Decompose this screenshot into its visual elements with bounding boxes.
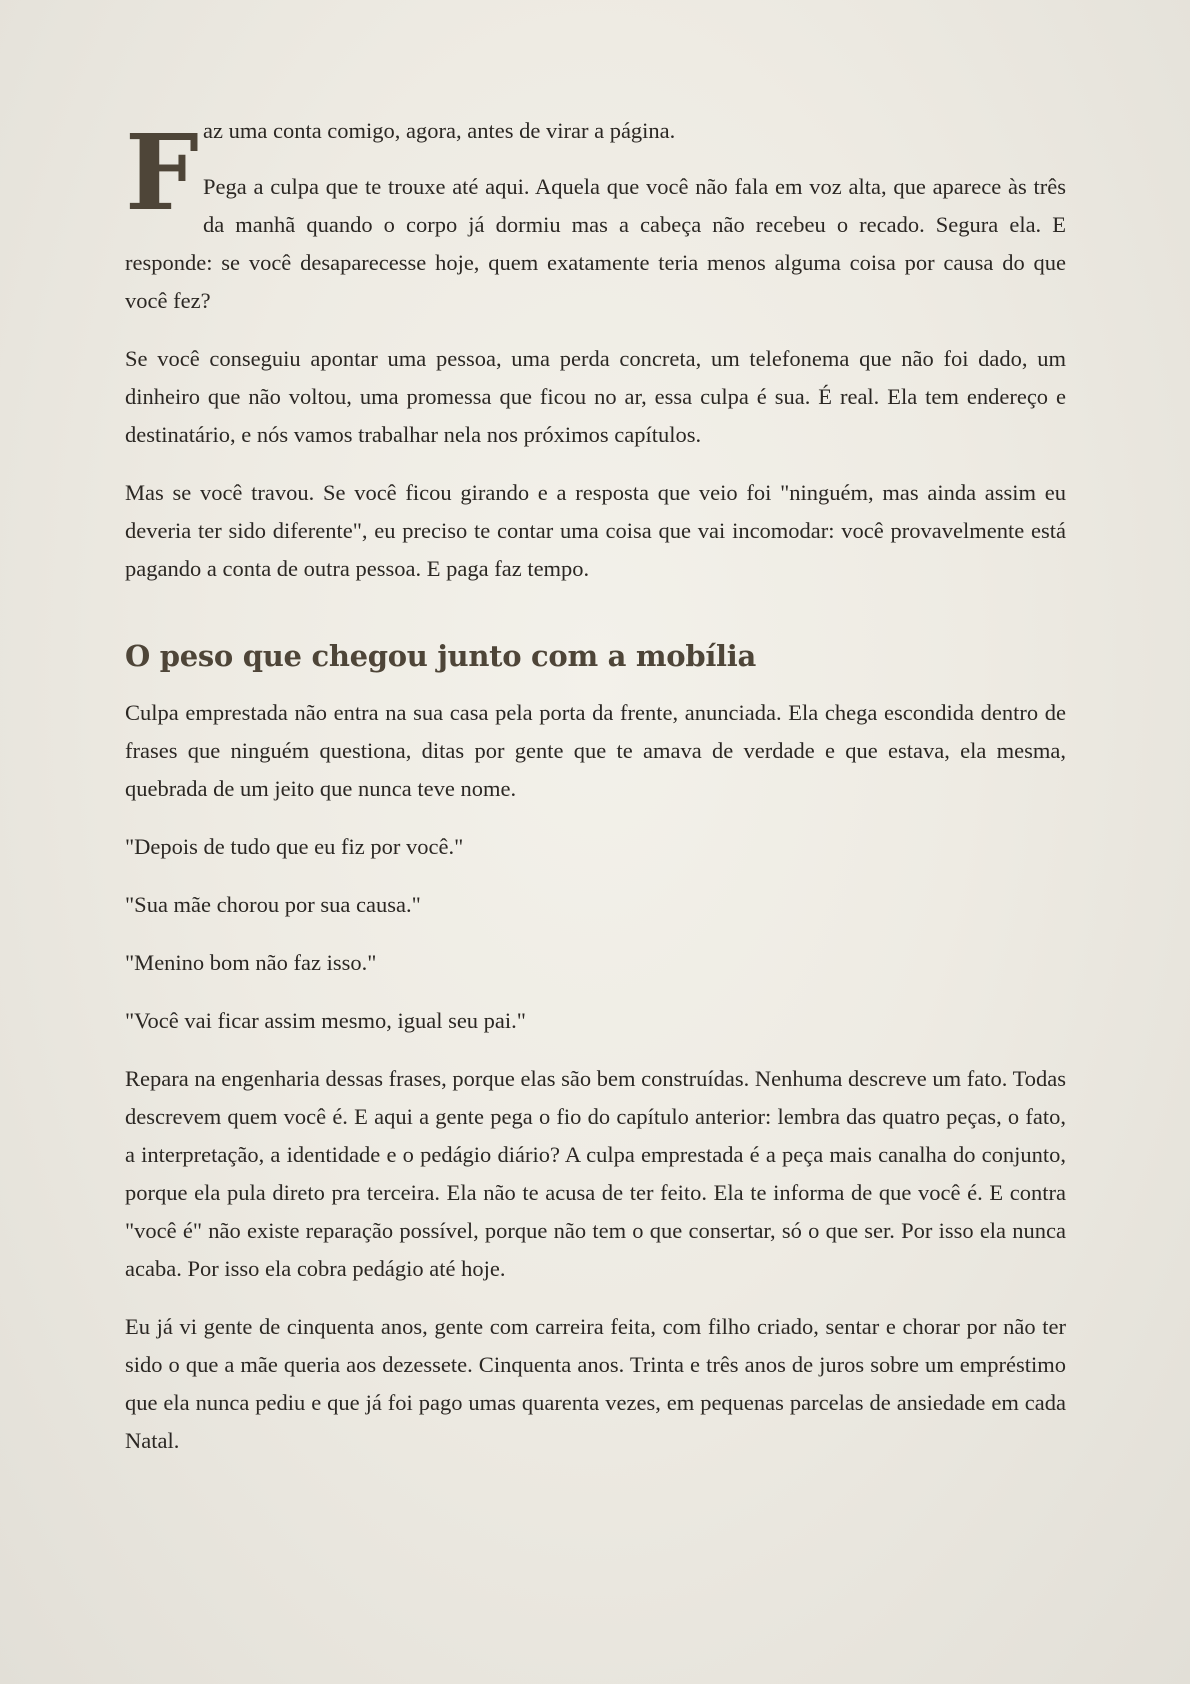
book-page [125, 112, 1066, 1480]
body-paragraph: Eu já vi gente de cinquenta anos, gente com carreira feita, com filho criado, sentar e chorar por não ter sido o que a mãe queria aos dezessete. Cinquenta anos. Trinta e três anos de juros sobre um empréstimo que ela nunca pediu e que já foi pago umas quarenta vezes, em pequenas parcelas de ansiedade em cada Natal. [125, 1314, 1066, 1453]
body-paragraph: Repara na engenharia dessas frases, porque elas são bem construídas. Nenhuma descreve um fato. Todas descrevem quem você é. E aqui a gente pega o fio do capítulo anterior: lembra das quatro peças, o fato, a interpretação, a identidade e o pedágio diário? A culpa emprestada é a peça mais canalha do conjunto, porque ela pula direto pra terceira. Ela não te acusa de ter feito. Ela te informa de que você é. E contra "você é" não existe reparação possível, porque não tem o que consertar, só o que ser. Por isso ela nunca acaba. Por isso ela cobra pedágio até hoje. [125, 1066, 1066, 1281]
chapter-intro [125, 112, 1066, 320]
body-paragraph: Culpa emprestada não entra na sua casa pela porta da frente, anunciada. Ela chega escondida dentro de frases que ninguém questiona, ditas por gente que te amava de verdade e que estava, ela mesma, quebrada de um jeito que nunca teve nome. [125, 700, 1066, 801]
drop-cap: F [125, 111, 199, 234]
intro-paragraph: Pega a culpa que te trouxe até aqui. Aquela que você não fala em voz alta, que aparece às três da manhã quando o corpo já dormiu mas a cabeça não recebeu o recado. Segura ela. E responde: se você desaparecesse hoje, quem exatamente teria menos alguma coisa por causa do que você fez? [125, 174, 1066, 313]
body-paragraph: Mas se você travou. Se você ficou girando e a resposta que veio foi "ninguém, mas ainda assim eu deveria ter sido diferente", eu preciso te contar uma coisa que vai incomodar: você provavelmente está pagando a conta de outra pessoa. E paga faz tempo. [125, 480, 1066, 581]
intro-first-line: az uma conta comigo, agora, antes de virar a página. [203, 118, 676, 143]
quote-line: "Depois de tudo que eu fiz por você." [125, 834, 464, 859]
body-paragraph: Se você conseguiu apontar uma pessoa, uma perda concreta, um telefonema que não foi dado, um dinheiro que não voltou, uma promessa que ficou no ar, essa culpa é sua. É real. Ela tem endereço e destinatário, e nós vamos trabalhar nela nos próximos capítulos. [125, 346, 1066, 447]
quote-line: "Menino bom não faz isso." [125, 950, 377, 975]
section-heading: O peso que chegou junto com a mobília [125, 639, 756, 673]
quote-line: "Sua mãe chorou por sua causa." [125, 892, 421, 917]
quote-line: "Você vai ficar assim mesmo, igual seu pai." [125, 1008, 526, 1033]
